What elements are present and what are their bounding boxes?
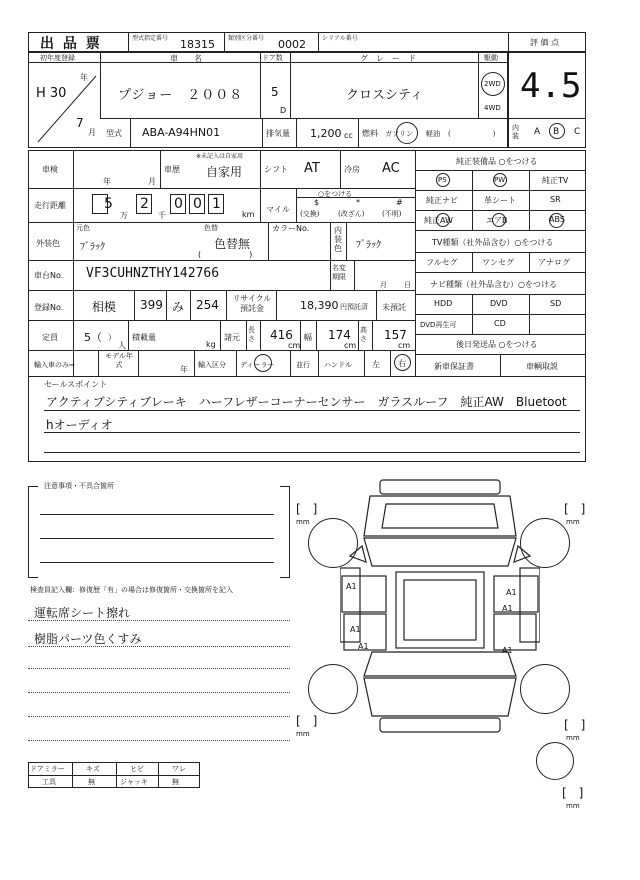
fuel-gasoline: ガソリン [385, 130, 413, 138]
color-change-label: 色替 [204, 224, 218, 232]
owners-manual: 車輌取説 [526, 362, 558, 371]
import-dealer: ディーラー [240, 361, 275, 369]
tv-oneseg: ワンセグ [482, 258, 514, 267]
history-note: ※未記入は自家用 [196, 153, 244, 160]
capacity-close: ） [108, 333, 116, 342]
cc-unit: cc [344, 131, 353, 140]
parts-tools: 工具 [42, 778, 56, 786]
mm-front-left: mm [296, 518, 310, 526]
handle-left: 左 [372, 360, 380, 369]
mileage-digit-3: 0 [174, 196, 183, 212]
recycle-unit: 円預託済 [340, 303, 368, 311]
inspection-month-unit: 月 [148, 177, 156, 186]
equip-genuine-navi: 純正ナビ [426, 196, 458, 205]
first-reg-label: 初年度登録 [40, 54, 75, 62]
score-value: 4.5 [520, 66, 582, 106]
capacity-value: 5（ [84, 331, 102, 344]
color-label: 外装色 [36, 239, 60, 248]
height-value: 157 [384, 328, 407, 342]
interior-label: 内装 [512, 124, 519, 140]
model-year-label: モデル年式 [105, 352, 133, 369]
sales-point-label: セールスポイント [44, 380, 108, 389]
page-title: 出 品 票 [40, 36, 102, 52]
mile-label: マイル [266, 205, 290, 214]
handle-right: 右 [398, 359, 406, 368]
import-type-label: 輸入区分 [198, 361, 226, 369]
inspector-line-1: 運転席シート擦れ [34, 606, 131, 620]
ac-value: AC [382, 161, 400, 176]
vin-label: 車台No. [34, 271, 64, 280]
type-no-label: 型式指定番号 [132, 35, 169, 42]
interior-c: C [574, 127, 581, 137]
bracket-front-left: [ ] [296, 502, 318, 516]
inspection-year-unit: 年 [103, 177, 111, 186]
mileage-sen: 千 [158, 211, 166, 220]
mileage-circle-note: ○をつける [318, 190, 353, 198]
interior-a: A [534, 127, 541, 137]
doors-label: ドア数 [262, 54, 283, 62]
new-car-warranty: 新車保証書 [434, 362, 474, 371]
interior-b: B [553, 127, 560, 137]
displacement-value: 1,200 [310, 127, 342, 140]
car-name-value: プジョー ２００８ [118, 88, 244, 103]
bracket-rear-left: [ ] [296, 714, 318, 728]
shift-label: シフト [264, 165, 288, 174]
mm-spare: mm [566, 802, 580, 810]
reg-number: 254 [196, 298, 219, 312]
color-no-label: カラーNo. [272, 224, 310, 233]
mm-rear-left: mm [296, 730, 310, 738]
class-no-label: 類別区分番号 [228, 35, 265, 42]
capacity-person: 人 [118, 341, 126, 350]
serial-label: シリアル番号 [322, 35, 358, 42]
interior-color-label: 内装色 [334, 226, 342, 253]
shift-value: AT [304, 161, 320, 176]
damage-front-right-door-2: A1 [502, 604, 513, 613]
navi-sd: SD [550, 299, 562, 308]
sales-point-line-2: hオーディオ [46, 418, 113, 432]
score-label: 評 価 点 [530, 38, 560, 47]
history-value: 自家用 [206, 165, 243, 179]
mileage-dollar: $ [314, 198, 320, 207]
sales-point-line-1: アクティブシティブレーキ ハーフレザーコーナーセンサー ガラスルーフ 純正AW Bluetoot [46, 395, 567, 409]
doors-value: 5 [271, 85, 279, 99]
tv-analog: アナログ [538, 258, 570, 267]
vin-value: VF3CUHNZTHY142766 [86, 266, 220, 281]
recycle-label: リサイクル預託金 [232, 294, 272, 313]
equip-airbag: エアB [486, 216, 508, 225]
damage-rear-right-door: A1 [502, 646, 513, 655]
navi-hdd: HDD [434, 299, 453, 308]
parts-crack: ヒビ [130, 765, 144, 773]
equip-ps: PS [438, 176, 447, 184]
drive-2wd: 2WD [484, 80, 501, 88]
handle-label: ハンドル [324, 361, 352, 369]
spare-wheel [536, 742, 574, 780]
parts-scratch: キズ [86, 765, 100, 773]
notes-label: 注意事項・不具合箇所 [44, 482, 114, 490]
notes-bracket-right [280, 486, 290, 578]
doors-d: D [280, 106, 287, 115]
navi-dvd-play: DVD再生可 [420, 321, 457, 329]
capacity-label: 定員 [42, 333, 58, 342]
first-reg-year: H 30 [36, 86, 67, 101]
dimensions-label: 諸元 [224, 333, 240, 342]
name-change-label: 名変期限 [332, 264, 346, 281]
mileage-digit-2: 2 [140, 196, 149, 212]
equip-pw: PW [494, 176, 506, 184]
mileage-unknown: (不明) [382, 210, 402, 218]
width-value: 174 [328, 328, 351, 342]
car-name-label: 車 名 [170, 54, 202, 63]
mileage-digit-4: 0 [193, 196, 202, 212]
parts-jack: ジャッキ [120, 778, 148, 786]
model-label: 型式 [106, 129, 122, 138]
length-value: 416 [270, 328, 293, 342]
displacement-label: 排気量 [266, 129, 290, 138]
mileage-label: 走行距離 [34, 201, 66, 210]
interior-color-value: ﾌﾞﾗｯｸ [356, 240, 381, 251]
parts-jack-value: 無 [172, 778, 179, 786]
drive-4wd: 4WD [484, 104, 501, 112]
navi-dvd: DVD [490, 299, 508, 308]
recycle-value: 18,390 [300, 299, 339, 312]
damage-front-right-door-1: A1 [506, 588, 517, 597]
bracket-rear-right: [ ] [564, 718, 586, 732]
history-label: 車歴 [164, 165, 180, 174]
width-cm: cm [344, 341, 357, 350]
header-row [28, 32, 586, 52]
equip-abs: ABS [549, 215, 565, 224]
mileage-digit-5: 1 [212, 196, 221, 212]
tv-fullseg: フルセグ [426, 258, 458, 267]
mm-rear-right: mm [566, 734, 580, 742]
mileage-exchange: (交換) [300, 210, 320, 218]
parts-tools-value: 無 [88, 778, 95, 786]
load-label: 積載量 [132, 333, 156, 342]
navi-cd: CD [494, 319, 506, 328]
import-label: 輸入車のみ⇒ [34, 361, 75, 369]
model-year-unit: 年 [180, 365, 188, 374]
name-change-month: 月 [380, 281, 387, 289]
reg-class: 399 [140, 298, 163, 312]
equip-genuine-tv: 純正TV [542, 176, 569, 185]
mileage-hash: # [396, 198, 403, 207]
inspector-line-2: 樹脂パーツ色くすみ [34, 632, 142, 646]
notes-bracket-left [28, 486, 38, 578]
height-label: 高さ [360, 326, 367, 343]
fuel-other: ( ) [448, 130, 496, 138]
tv-type-label: TV種類（社外品含む）○をつける [432, 238, 554, 247]
equip-genuine-aw: 純正AW [424, 216, 453, 225]
load-kg: kg [206, 340, 216, 349]
orig-color-value: ﾌﾞﾗｯｸ [80, 242, 105, 253]
genuine-equip-label: 純正装備品 ○をつける [456, 157, 538, 166]
mileage-man: 万 [120, 211, 128, 220]
type-no-value: 18315 [180, 38, 215, 51]
damage-rear-left-door-1: A1 [350, 625, 361, 634]
reg-label: 登録No. [34, 303, 64, 312]
damage-front-left-door: A1 [346, 582, 357, 591]
reg-kana: み [172, 300, 185, 314]
damage-rear-left-door-2: A1 [358, 642, 369, 651]
height-cm: cm [398, 341, 411, 350]
recycle-unpaid: 未預託 [382, 303, 406, 312]
inspection-label: 車検 [42, 165, 58, 174]
parts-door-mirror: ドアミラー [30, 765, 65, 773]
mileage-tampered: (改ざん) [338, 210, 365, 218]
model-value: ABA-A94HN01 [142, 126, 221, 139]
length-label: 長さ [248, 326, 255, 343]
first-reg-month: 7 [76, 116, 84, 130]
ac-label: 冷房 [344, 165, 360, 174]
orig-color-label: 元色 [76, 224, 90, 232]
navi-type-label: ナビ種類（社外品含む）○をつける [430, 280, 557, 289]
fuel-label: 燃料 [362, 129, 378, 138]
mileage-digit-1: 5 [104, 196, 113, 212]
length-cm: cm [288, 341, 301, 350]
bracket-spare: [ ] [562, 786, 584, 800]
import-parallel: 並行 [296, 361, 310, 369]
grade-value: クロスシティ [346, 88, 423, 103]
year-unit: 年 [80, 73, 88, 82]
color-change-paren: ( ) [198, 250, 253, 259]
mm-front-right: mm [566, 518, 580, 526]
parts-break: ワレ [172, 765, 186, 773]
inspector-label: 検査員記入欄：修復歴「有」の場合は修復箇所・交換箇所を記入 [30, 586, 233, 594]
grade-label: グ レ ー ド [360, 54, 416, 63]
month-unit: 月 [88, 128, 96, 137]
later-shipment-label: 後日発送品 ○をつける [456, 340, 538, 349]
bracket-front-right: [ ] [564, 502, 586, 516]
width-label: 幅 [304, 333, 312, 342]
drive-label: 駆動 [484, 54, 498, 62]
color-change-value: 色替無 [214, 237, 251, 251]
name-change-day: 日 [404, 281, 411, 289]
mileage-star: * [356, 198, 360, 207]
reg-area: 相模 [92, 300, 117, 314]
equip-sunroof: SR [550, 195, 561, 204]
class-no-value: 0002 [278, 38, 306, 51]
equip-leather-seat: 革シート [484, 196, 516, 205]
mileage-km: km [242, 210, 255, 219]
fuel-diesel: 軽油 [426, 130, 440, 138]
